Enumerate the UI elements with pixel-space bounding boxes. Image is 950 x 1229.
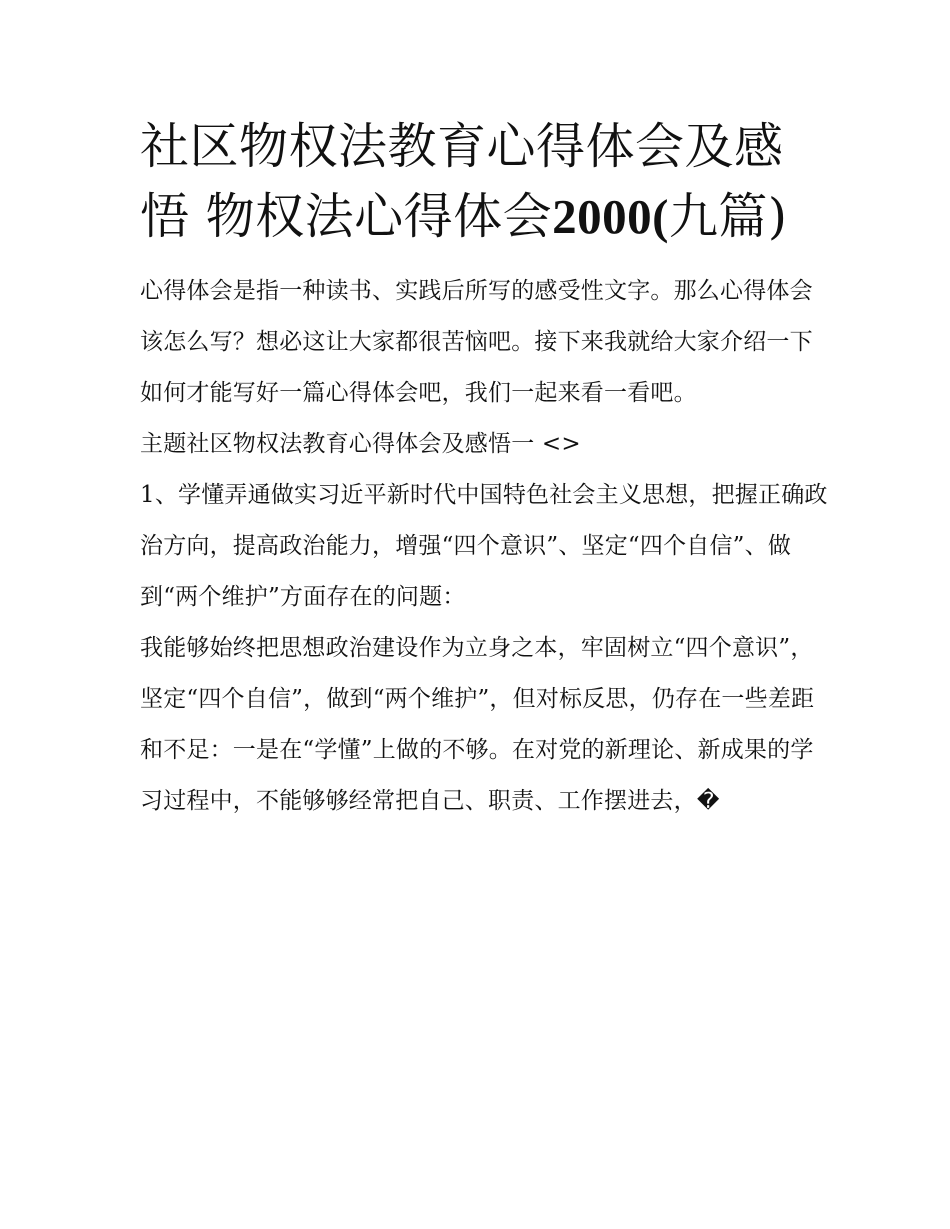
title-number: 2000(	[552, 189, 669, 244]
body-paragraph-1: 1、学懂弄通做实习近平新时代中国特色社会主义思想，把握正确政治方向，提高政治能力，增强“四个意识”、坚定“四个自信”、做到“两个维护”方面存在的问题：	[140, 482, 828, 610]
body-paragraph-2-text: 我能够始终把思想政治建设作为立身之本，牢固树立“四个意识”，坚定“四个自信”，做到“两个维护”，但对标反思，仍存在一些差距和不足：一是在“学懂”上做的不够。在对党的新理论、新成果的学习过程中，不能够够经常把自己、职责、工作摆进去，	[140, 635, 815, 814]
body-paragraph-2	[140, 623, 830, 827]
document-page	[140, 112, 830, 827]
title-main-text: 社区物权法教育心得体会及感悟 物权法心得体会	[140, 118, 784, 245]
title-tail-text: 九篇)	[668, 188, 788, 245]
intro-paragraph: 心得体会是指一种读书、实践后所写的感受性文字。那么心得体会该怎么写？想必这让大家都很苦恼吧。接下来我就给大家介绍一下如何才能写好一篇心得体会吧，我们一起来看一看吧。	[140, 278, 813, 406]
replacement-char-icon: �	[696, 789, 720, 814]
document-title	[140, 112, 830, 252]
section-heading: 主题社区物权法教育心得体会及感悟一 <>	[140, 431, 581, 457]
